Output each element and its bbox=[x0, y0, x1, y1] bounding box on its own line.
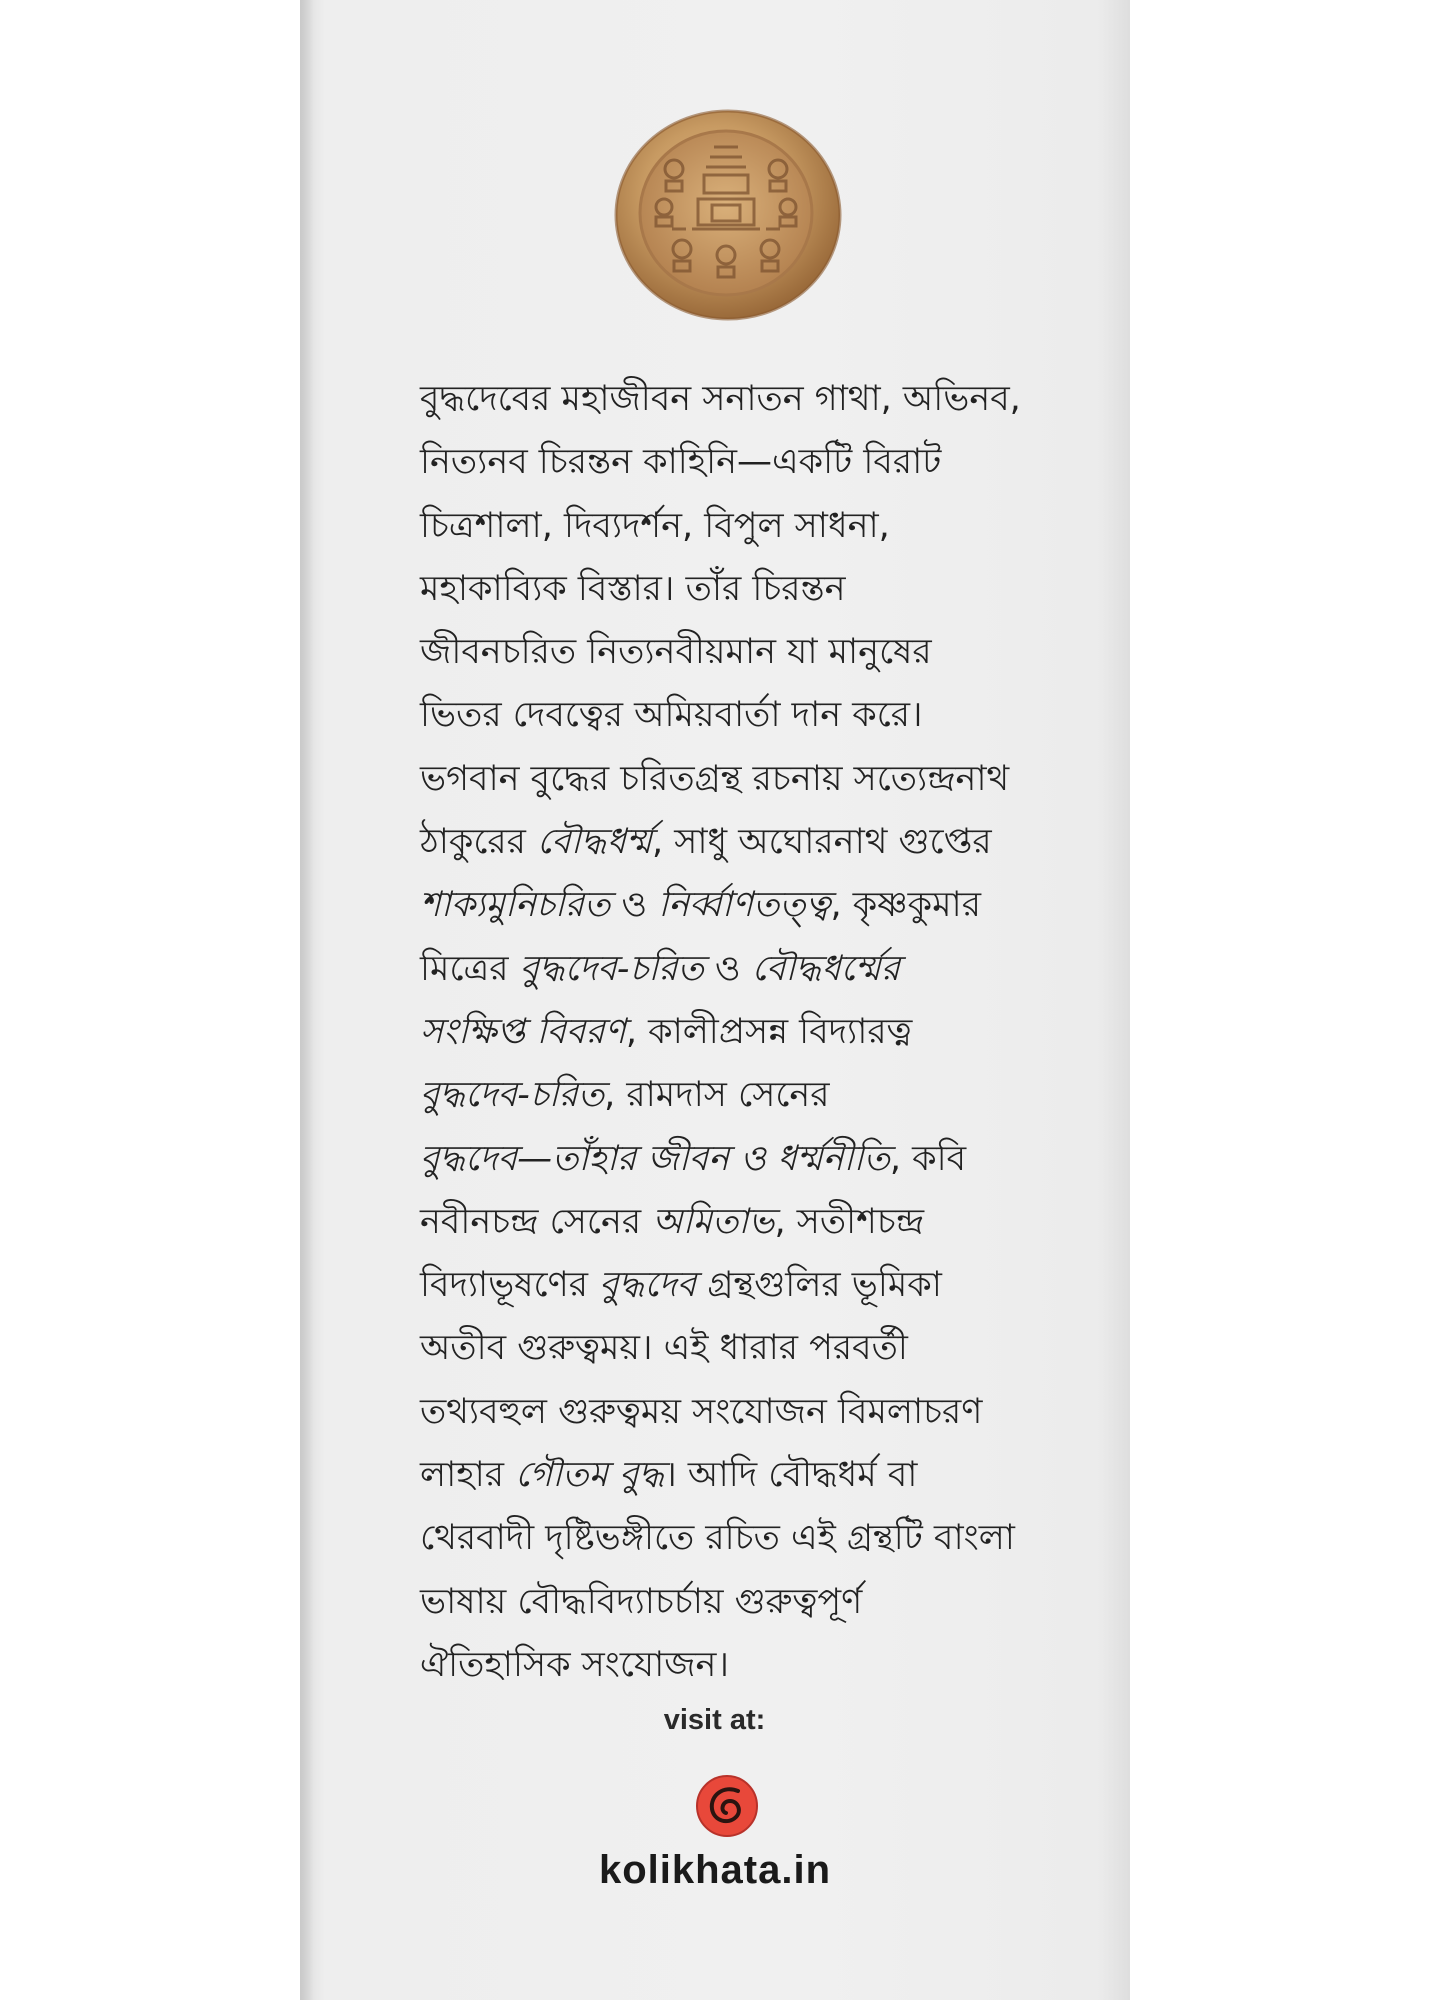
blurb-text: , কবি bbox=[889, 1138, 967, 1179]
blurb-line bbox=[420, 632, 932, 672]
kolikhata-logo-icon[interactable] bbox=[694, 1773, 760, 1839]
blurb-text: মিত্রের bbox=[420, 948, 520, 989]
blurb-line bbox=[420, 379, 1021, 419]
terracotta-seal-image bbox=[612, 107, 844, 323]
blurb-line bbox=[420, 1265, 942, 1305]
blurb-text: ও bbox=[703, 948, 752, 989]
book-title-text: সংক্ষিপ্ত বিবরণ bbox=[420, 1011, 626, 1052]
blurb-text: ঠাকুরের bbox=[420, 822, 538, 863]
blurb-text: ও bbox=[610, 885, 659, 926]
blurb-text: চিত্রশালা, দিব্যদর্শন, বিপুল সাধনা, bbox=[420, 505, 890, 546]
blurb-text: ভাষায় বৌদ্ধবিদ্যাচর্চায় গুরুত্বপূর্ণ bbox=[420, 1581, 863, 1622]
book-title-text: বৌদ্ধধর্ম্মের bbox=[751, 948, 901, 989]
blurb-text: মহাকাব্যিক বিস্তার। তাঁর চিরন্তন bbox=[420, 568, 846, 609]
blurb-line bbox=[420, 1202, 924, 1242]
blurb-text: । আদি বৌদ্ধধর্ম বা bbox=[664, 1455, 918, 1496]
blurb-text: ঐতিহাসিক সংযোজন। bbox=[420, 1644, 729, 1685]
blurb-line bbox=[420, 1645, 729, 1685]
book-title-text: বুদ্ধদেব bbox=[599, 1265, 697, 1306]
website-link[interactable]: kolikhata.in bbox=[598, 1848, 832, 1892]
blurb-text: , কৃষ্ণকুমার bbox=[830, 885, 981, 926]
blurb-text: থেরবাদী দৃষ্টিভঙ্গীতে রচিত এই গ্রন্থটি বাংলা bbox=[420, 1518, 1015, 1559]
blurb-text: , সতীশচন্দ্র bbox=[774, 1201, 925, 1242]
blurb-line bbox=[420, 822, 992, 862]
book-title-text: অমিতাভ bbox=[652, 1201, 775, 1242]
blurb-line bbox=[420, 1075, 830, 1115]
blurb-text: নিত্যনব চিরন্তন কাহিনি—একটি বিরাট bbox=[420, 442, 942, 483]
visit-label: visit at: bbox=[663, 1704, 766, 1736]
blurb-line bbox=[420, 1518, 1015, 1558]
blurb-text: , রামদাস সেনের bbox=[604, 1075, 830, 1116]
blurb-text: অতীব গুরুত্বময়। এই ধারার পরবর্তী bbox=[420, 1328, 908, 1369]
blurb-text: , কালীপ্রসন্ন বিদ্যারত্ন bbox=[625, 1011, 913, 1052]
book-title-text: বৌদ্ধধৰ্ম্ম bbox=[537, 822, 653, 863]
blurb-line bbox=[420, 1392, 982, 1432]
blurb-text: বিদ্যাভূষণের bbox=[420, 1265, 600, 1306]
blurb-line bbox=[420, 1582, 862, 1622]
blurb-line bbox=[420, 1139, 966, 1179]
blurb-line bbox=[420, 949, 900, 989]
blurb-text: ভিতর দেবত্বের অমিয়বার্তা দান করে। bbox=[420, 695, 923, 736]
blurb-text: লাহার bbox=[420, 1455, 516, 1496]
book-description bbox=[420, 368, 1080, 1697]
blurb-line bbox=[420, 695, 923, 735]
book-title-text: নির্ব্বাণতত্ত্ব bbox=[658, 885, 831, 926]
blurb-line bbox=[420, 442, 941, 482]
blurb-line bbox=[420, 759, 1009, 799]
blurb-text: তথ্যবহুল গুরুত্বময় সংযোজন বিমলাচরণ bbox=[420, 1391, 983, 1432]
blurb-text: জীবনচরিত নিত্যনবীয়মান যা মানুষের bbox=[420, 632, 932, 673]
book-title-text: বুদ্ধদেব-চরিত bbox=[519, 948, 704, 989]
book-title-text: বুদ্ধদেব-চরিত bbox=[420, 1075, 605, 1116]
blurb-text: ভগবান বুদ্ধের চরিতগ্রন্থ রচনায় সত্যেন্দ্রনাথ bbox=[420, 758, 1010, 799]
blurb-text: নবীনচন্দ্র সেনের bbox=[420, 1201, 653, 1242]
blurb-text: গ্রন্থগুলির ভূমিকা bbox=[696, 1265, 942, 1306]
blurb-text: , সাধু অঘোরনাথ গুপ্তের bbox=[652, 822, 992, 863]
book-title-text: বুদ্ধদেব—তাঁহার জীবন ও ধৰ্ম্মনীতি bbox=[420, 1138, 890, 1179]
book-title-text: শাক্যমুনিচরিত bbox=[420, 885, 611, 926]
blurb-text: বুদ্ধদেবের মহাজীবন সনাতন গাথা, অভিনব, bbox=[420, 379, 1021, 419]
blurb-line bbox=[420, 506, 890, 546]
blurb-line bbox=[420, 1455, 917, 1495]
blurb-line bbox=[420, 885, 981, 925]
blurb-line bbox=[420, 1328, 908, 1368]
blurb-line bbox=[420, 569, 846, 609]
blurb-line bbox=[420, 1012, 912, 1052]
flap-fold-shadow bbox=[300, 0, 314, 2000]
book-title-text: গৌতম বুদ্ধ bbox=[515, 1455, 665, 1496]
